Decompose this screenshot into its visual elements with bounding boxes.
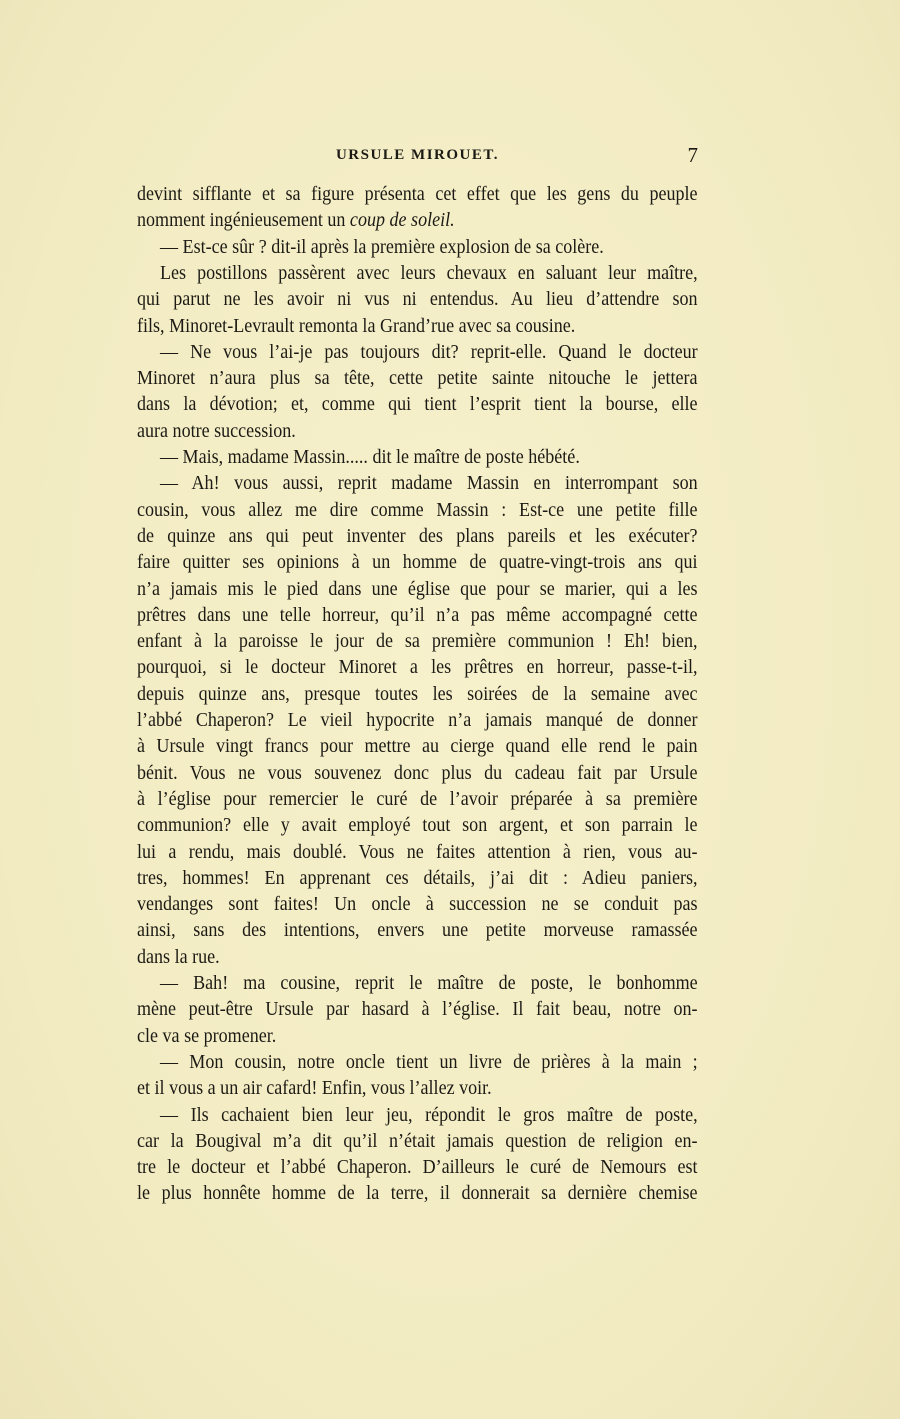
text-line-content: cle va se promener. [137,1024,277,1047]
text-line-content: à l’église pour remercier le curé de l’avoir préparée à sa première [137,787,698,810]
text-line-content: l’abbé Chaperon? Le vieil hypocrite n’a jamais manqué de donner [137,709,698,731]
text-line [137,1023,698,1049]
text-line [137,733,698,759]
text-line-content: de quinze ans qui peut inventer des plans pareils et les exécuter? [137,524,698,547]
text-line-content: devint sifflante et sa figure présenta cet effet que les gens du peuple [137,183,698,205]
text-line [137,523,698,549]
text-line-content: — Mais, madame Massin..... dit le maître de poste hébété. [160,446,580,468]
text-line-content: ainsi, sans des intentions, envers une petite morveuse ramassée [137,919,698,942]
text-line-content: Minoret n’aura plus sa tête, cette petite sainte nitouche le jettera [137,367,698,390]
text-line [160,234,698,260]
text-line [160,339,698,365]
text-line [160,444,698,470]
text-line-content: et il vous a un air cafard! Enfin, vous l’allez voir. [137,1077,492,1100]
text-line-content: communion? elle y avait employé tout son argent, et son parrain le [137,814,698,837]
text-line-content: tre le docteur et l’abbé Chaperon. D’ailleurs le curé de Nemours est [137,1156,698,1179]
text-line-content: fils, Minoret-Levrault remonta la Grand’rue avec sa cousine. [137,314,576,337]
page-header [137,143,698,169]
text-line-content: tres, hommes! En apprenant ces détails, j’ai dit : Adieu paniers, [137,866,698,889]
text-line [137,944,698,970]
text-line [137,917,698,943]
text-line-content: pourquoi, si le docteur Minoret a les prêtres en horreur, passe-t-il, [137,656,698,679]
text-line [137,760,698,786]
page-number: 7 [687,143,698,167]
text-line [160,1102,698,1128]
text-line-content: depuis quinze ans, presque toutes les soirées de la semaine avec [137,682,698,705]
text-line-content: dans la dévotion; et, comme qui tient l’esprit tient la bourse, elle [137,393,698,416]
text-line [137,286,698,312]
text-line-content: — Ne vous l’ai-je pas toujours dit? reprit-elle. Quand le docteur [160,340,698,363]
text-line-content: faire quitter ses opinions à un homme de quatre-vingt-trois ans qui [137,551,698,574]
text-line [137,1154,698,1180]
text-line-content: nomment ingénieusement un [137,209,350,232]
text-line [137,365,698,391]
text-line [160,260,698,286]
text-line [137,181,698,207]
text-line [160,970,698,996]
text-line [137,1128,698,1154]
text-line [137,681,698,707]
text-line [137,891,698,917]
text-line [137,418,698,444]
italic-phrase: coup de soleil. [349,209,455,232]
running-title: URSULE MIROUET. [335,147,500,163]
text-line-content: — Mon cousin, notre oncle tient un livre de prières à la main ; [160,1050,698,1073]
text-line-content: cousin, vous allez me dire comme Massin : Est-ce une petite fille [137,498,698,521]
text-line-content: car la Bougival m’a dit qu’il n’était jamais question de religion en- [137,1129,698,1152]
text-line-content: le plus honnête homme de la terre, il donnerait sa dernière chemise [137,1182,698,1205]
text-line-content: vendanges sont faites! Un oncle à succession ne se conduit pas [137,893,698,916]
text-line [137,996,698,1022]
text-line-content: — Ils cachaient bien leur jeu, répondit le gros maître de poste, [160,1103,698,1126]
text-line [137,576,698,602]
text-line [137,812,698,838]
text-line [137,549,698,575]
text-line-content: bénit. Vous ne vous souvenez donc plus du cadeau fait par Ursule [137,761,698,784]
text-line-content: mène peut-être Ursule par hasard à l’église. Il fait beau, notre on- [137,998,698,1021]
text-line [137,207,698,233]
text-line [160,1049,698,1075]
text-line-content: prêtres dans une telle horreur, qu’il n’a pas même accompagné cette [137,603,698,626]
text-line-content: à Ursule vingt francs pour mettre au cierge quand elle rend le pain [137,735,698,758]
text-line [137,707,698,733]
text-line [137,391,698,417]
text-line-content: lui a rendu, mais doublé. Vous ne faites attention à rien, vous au- [137,840,698,863]
text-line-content: qui parut ne les avoir ni vus ni entendus. Au lieu d’attendre son [137,288,698,311]
text-line [137,602,698,628]
text-line-content: — Est-ce sûr ? dit-il après la première explosion de sa colère. [160,235,604,258]
text-line [137,865,698,891]
text-line [137,654,698,680]
text-line-content: n’a jamais mis le pied dans une église que pour se marier, qui a les [137,577,698,600]
text-line-content: — Bah! ma cousine, reprit le maître de poste, le bonhomme [160,972,698,994]
text-line-content: aura notre succession. [137,419,296,442]
text-line [137,786,698,812]
text-line [137,839,698,865]
text-line-content: enfant à la paroisse le jour de sa première communion ! Eh! bien, [137,630,698,653]
text-line [137,1180,698,1206]
text-line [160,470,698,496]
text-line [137,628,698,654]
text-line-content: — Ah! vous aussi, reprit madame Massin en interrompant son [160,472,698,495]
text-line [137,313,698,339]
text-line-content: Les postillons passèrent avec leurs chevaux en saluant leur maître, [160,261,698,284]
text-line [137,1075,698,1101]
text-line-content: dans la rue. [137,945,220,968]
text-line [137,497,698,523]
